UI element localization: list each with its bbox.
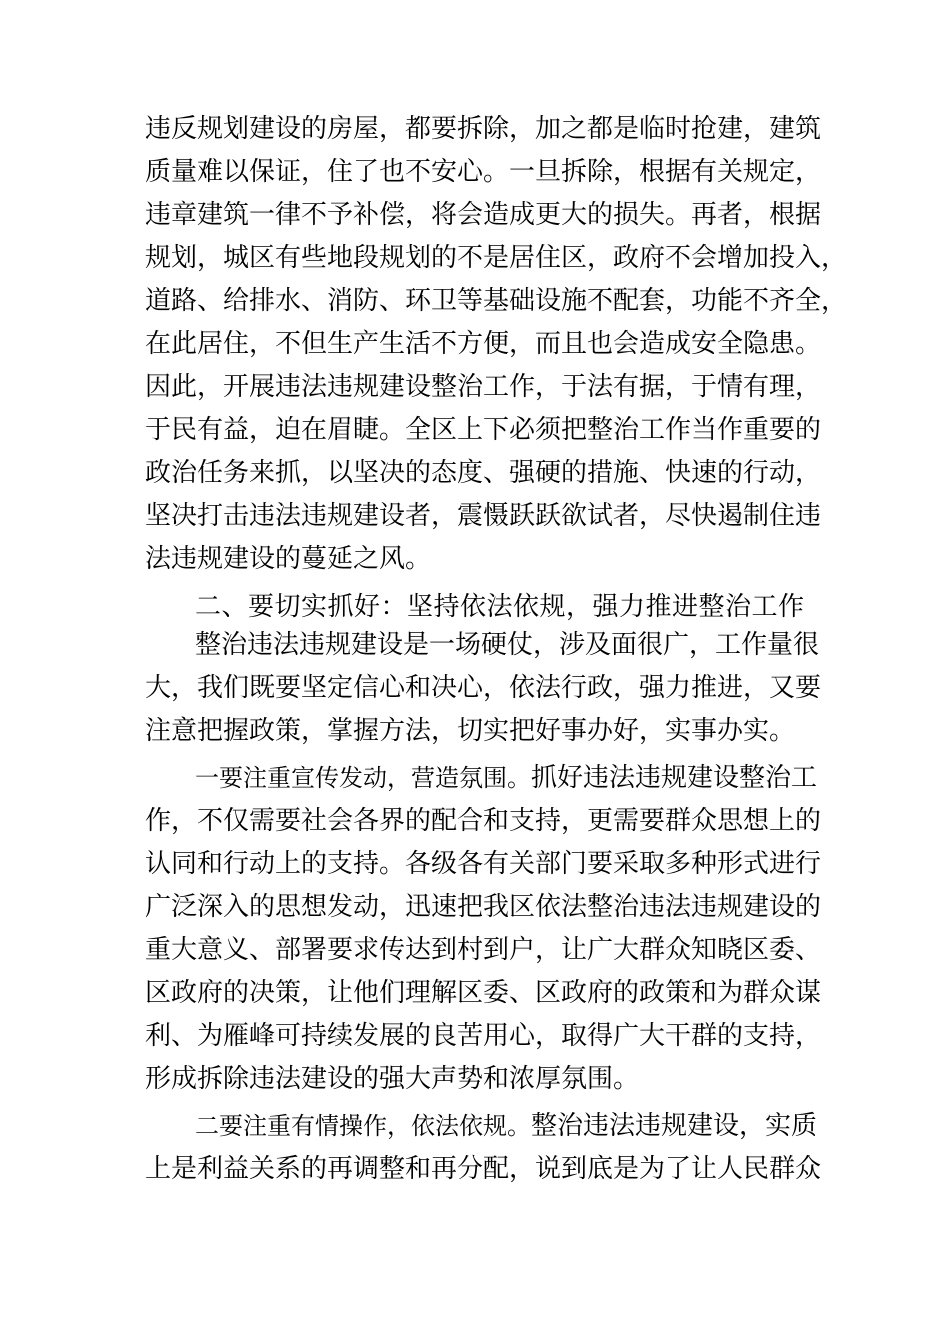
point-two-lead: 二要注重有情操作，依法依规。 (195, 1112, 531, 1140)
text-line: 规划，城区有些地段规划的不是居住区，政府不会增加投入， (145, 243, 848, 273)
text-line: 在此居住，不但生产生活不方便，而且也会造成安全隐患。 (145, 329, 822, 359)
text-line: 因此，开展违法违规建设整治工作，于法有据，于情有理， (145, 372, 822, 402)
text-line: 利、为雁峰可持续发展的良苦用心，取得广大干群的支持， (145, 1021, 822, 1051)
text-line: 区政府的决策，让他们理解区委、区政府的政策和为群众谋 (145, 978, 822, 1008)
text-line: 形成拆除违法建设的强大声势和浓厚氛围。 (145, 1064, 640, 1094)
point-one-lead: 一要注重宣传发动，营造氛围。 (195, 764, 531, 792)
text-line: 大，我们既要坚定信心和决心，依法行政，强力推进，又要 (145, 673, 822, 703)
text-line: 坚决打击违法违规建设者，震慑跃跃欲试者，尽快遏制住违 (145, 501, 822, 531)
text-line: 上是利益关系的再调整和再分配，说到底是为了让人民群众 (145, 1154, 822, 1184)
point-one-first-line (195, 757, 818, 800)
section-heading: 二、要切实抓好：坚持依法依规，强力推进整治工作 (195, 592, 805, 622)
point-two-first-line (195, 1105, 818, 1148)
text-line: 于民有益，迫在眉睫。全区上下必须把整治工作当作重要的 (145, 415, 822, 445)
text-line: 注意把握政策，掌握方法，切实把好事办好，实事办实。 (145, 716, 796, 746)
point-one-first-line-rest: 抓好违法违规建设整治工 (531, 763, 818, 793)
text-line: 重大意义、部署要求传达到村到户，让广大群众知晓区委、 (145, 935, 822, 965)
text-line: 违反规划建设的房屋，都要拆除，加之都是临时抢建，建筑 (145, 114, 822, 144)
text-line: 违章建筑一律不予补偿，将会造成更大的损失。再者，根据 (145, 200, 822, 230)
text-line: 作，不仅需要社会各界的配合和支持，更需要群众思想上的 (145, 806, 822, 836)
text-line: 质量难以保证，住了也不安心。一旦拆除，根据有关规定， (145, 157, 822, 187)
text-line: 整治违法违规建设是一场硬仗，涉及面很广，工作量很 (195, 630, 820, 660)
text-line: 法违规建设的蔓延之风。 (145, 544, 432, 574)
text-line: 道路、给排水、消防、环卫等基础设施不配套，功能不齐全， (145, 286, 848, 316)
point-two-first-line-rest: 整治违法违规建设，实质 (531, 1111, 818, 1141)
text-line: 政治任务来抓，以坚决的态度、强硬的措施、快速的行动， (145, 458, 822, 488)
text-line: 认同和行动上的支持。各级各有关部门要采取多种形式进行 (145, 849, 822, 879)
text-line: 广泛深入的思想发动，迅速把我区依法整治违法违规建设的 (145, 892, 822, 922)
